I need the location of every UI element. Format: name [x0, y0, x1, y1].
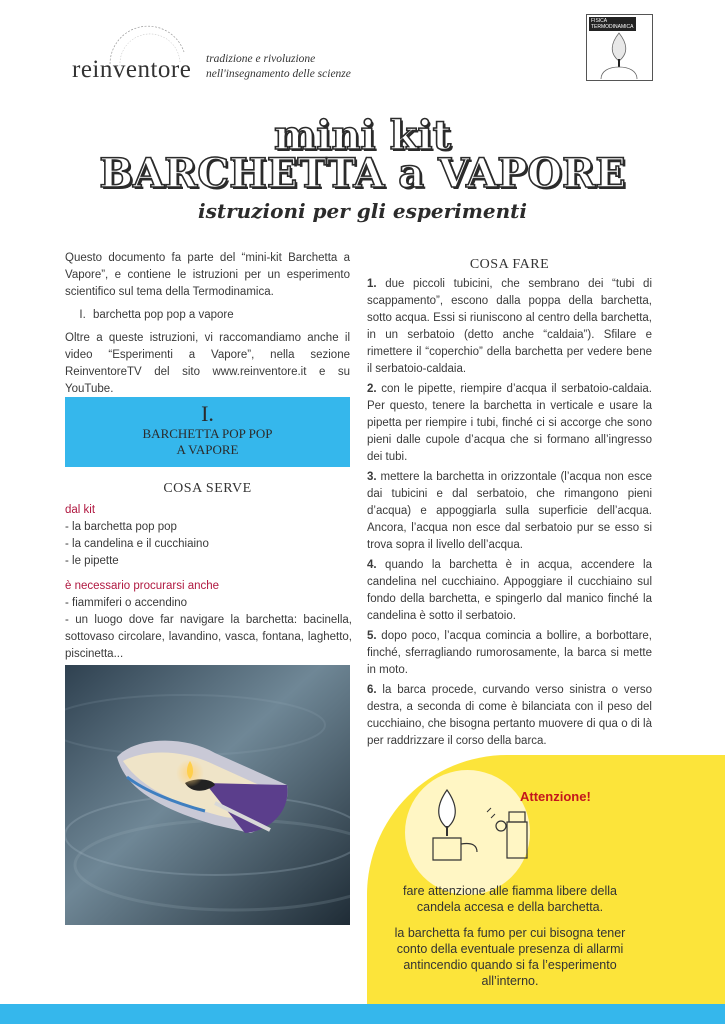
section-title-line2: A VAPORE — [176, 442, 239, 457]
step-text: la barca procede, curvando verso sinistra o verso destra, a seconda di come è bilanciata con il peso del cucchiaino, che bisogna pertanto muovere di qua o di là per raddrizzare il corso della barca. — [367, 684, 652, 747]
kit-heading: dal kit — [65, 504, 96, 516]
logo: reinventore — [72, 56, 192, 83]
materials-list — [65, 502, 352, 663]
step-3 — [367, 469, 652, 554]
tagline — [206, 52, 351, 82]
step-6 — [367, 682, 652, 750]
step-text: quando la barchetta è in acqua, accendere la candelina nel cucchiaino. Appoggiare il cucchiaino sul fondo della barchetta, e spingerlo dal manico finché la candelina è sotto il serbatoio. — [367, 559, 652, 622]
extra-heading: è necessario procurarsi anche — [65, 580, 220, 592]
warning-title: Attenzione! — [520, 789, 591, 804]
step-number: 4. — [367, 559, 377, 571]
footer-bar — [0, 1004, 725, 1024]
list-item: - un luogo dove far navigare la barchetta: bacinella, sottovaso circolare, lavandino, vasca, fontana, laghetto, piscinetta... — [65, 614, 352, 660]
list-item: - la barchetta pop pop — [65, 521, 177, 533]
step-number: 2. — [367, 383, 377, 395]
subtitle: istruzioni per gli esperimenti — [197, 199, 527, 223]
steps-list — [367, 276, 652, 753]
intro-paragraph-1: Questo documento fa parte del “mini-kit Barchetta a Vapore”, e contiene le istruzioni per un esperimento scientifico sul tema della Termodinamica. — [65, 252, 350, 298]
experiment-list — [65, 307, 350, 324]
step-text: con le pipette, riempire d’acqua il serbatoio-caldaia. Per questo, tenere la barchetta in verticale e usare la pipetta per riempire i tubi, finché ci si accorge che sono pieni dalle cupole d’acqua che si formano all’ingresso dei tubi. — [367, 383, 652, 463]
list-item: - fiammiferi o accendino — [65, 597, 188, 609]
badge-line2: TERMODINAMICA — [591, 24, 634, 30]
intro-paragraph-2: Oltre a queste istruzioni, vi raccomandiamo anche il video “Esperimenti a Vapore”, nella sezione ReinventoreTV del sito www.reinventore.it e su YouTube. — [65, 332, 350, 395]
step-number: 1. — [367, 278, 377, 290]
step-1 — [367, 276, 652, 378]
step-number: 6. — [367, 684, 377, 696]
intro-text — [65, 250, 350, 398]
section-number: I. — [201, 401, 214, 426]
tagline-line2: nell'insegnamento delle scienze — [206, 68, 351, 80]
badge-line1: FISICA — [591, 18, 608, 24]
list-item: I. barchetta pop pop a vapore — [89, 307, 350, 324]
step-text: dopo poco, l’acqua comincia a bollire, a borbottare, finché, sferragliando rumorosamente, la barca si mette in moto. — [367, 630, 652, 676]
step-2 — [367, 381, 652, 466]
step-5 — [367, 628, 652, 679]
warning-paragraph-2: la barchetta fa fumo per cui bisogna tener conto della eventuale presenza di allarmi antincendio quando si fa l’esperimento all’interno. — [394, 926, 626, 988]
boat-photo — [65, 665, 350, 925]
list-item: - la candelina e il cucchiaino — [65, 538, 209, 550]
step-number: 3. — [367, 471, 377, 483]
step-text: due piccoli tubicini, che sembrano dei “tubi di scappamento”, escono dalla poppa della barchetta, sotto acqua. Essi si riuniscono al centro della barchetta, in un serbatoio (detto anche “caldaia”). Sfilare e rimettere il “coperchio” della barchetta per vedere bene il serbatoio-caldaia. — [367, 278, 652, 375]
section-header-box — [65, 397, 350, 467]
list-item: - le pipette — [65, 555, 119, 567]
topic-badge — [586, 14, 653, 81]
section-title-line1: BARCHETTA POP POP — [142, 426, 273, 441]
tagline-line1: tradizione e rivoluzione — [206, 53, 316, 65]
step-number: 5. — [367, 630, 377, 642]
title-line1: mini kit — [273, 112, 452, 159]
step-text: mettere la barchetta in orizzontale (l’acqua non esce dai tubicini e dal serbatoio, che rimangono pieni d’acqua) e appoggiarla sulla superficie dell’acqua. Ancora, l’acqua non esce dal serbatoio pur se esso si trova sopra il livello dell’acqua. — [367, 471, 652, 551]
cosa-fare-heading: COSA FARE — [469, 257, 550, 272]
title-line2: BARCHETTA a VAPORE — [99, 150, 626, 197]
warning-text — [385, 883, 635, 999]
step-4 — [367, 557, 652, 625]
warning-paragraph-1: fare attenzione alle fiamma libere della candela accesa e della barchetta. — [402, 884, 617, 914]
cosa-serve-heading: COSA SERVE — [163, 481, 252, 496]
candle-flame-icon — [587, 15, 652, 80]
